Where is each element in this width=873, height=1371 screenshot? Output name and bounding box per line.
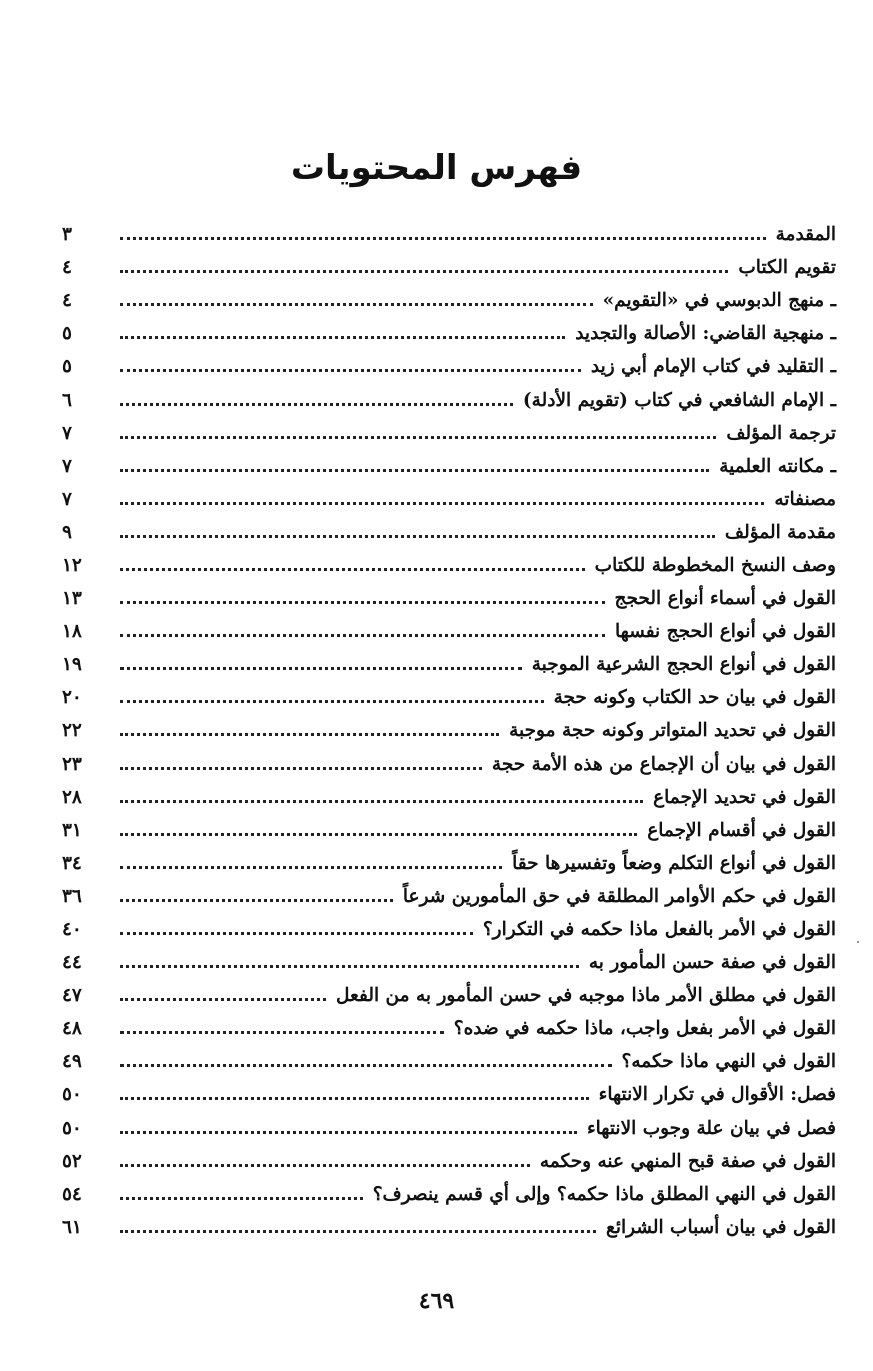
toc-entry-title: القول في صفة حسن المأمور به [579,952,836,973]
toc-entry [62,218,836,251]
dot-leader [120,667,522,670]
toc-entry-title: القول في أنواع الحجج نفسها [605,621,836,642]
toc-entry-title: القول في بيان أن الإجماع من هذه الأمة حجة [482,754,836,775]
dot-leader [120,1230,596,1233]
toc-entry-title: ـ منهج الدبوسي في «التقويم» [593,290,836,311]
toc-entry-page: ٥٤ [62,1183,82,1205]
toc-entry-title: القول في النهي المطلق ماذا حكمه؟ وإلى أي قسم ينصرف؟ [363,1184,836,1205]
dot-leader [120,1197,363,1200]
toc-entry [62,1112,836,1145]
dot-leader [120,403,513,406]
toc-entry-page: ٤٠ [62,919,82,941]
toc-entry [62,781,836,814]
toc-entry-title: القول في بيان حد الكتاب وكونه حجة [544,687,836,708]
toc-entry-title: القول في أنواع الحجج الشرعية الموجبة [522,654,836,675]
toc-entry-page: ٣٤ [62,852,82,874]
dot-leader [120,502,764,505]
dot-leader [120,634,605,637]
toc-entry-page: ٥ [62,323,72,345]
toc-entry-page: ٦١ [62,1216,82,1238]
toc-entry-title: ترجمة المؤلف [716,423,836,444]
dot-leader [120,436,716,439]
toc-entry-page: ٥٢ [62,1150,82,1172]
toc-entry-title: وصف النسخ المخطوطة للكتاب [585,555,836,576]
toc-entry [62,516,836,549]
dot-leader [120,1064,612,1067]
toc-entry [62,748,836,781]
toc-entry-title: القول في مطلق الأمر ماذا موجبه في حسن المأمور به من الفعل [326,985,836,1006]
dot-leader [120,965,579,968]
toc-entry [62,417,836,450]
dot-leader [120,866,502,869]
toc-entry-title: القول في تحديد المتواتر وكونه حجة موجبة [499,720,836,741]
scan-speck [857,941,859,943]
toc-entry-page: ٢٣ [62,753,82,775]
toc-entry-page: ٤ [62,257,72,279]
toc-entry [62,814,836,847]
dot-leader [120,899,393,902]
toc-entry-page: ٦ [62,389,72,411]
toc-entry [62,383,836,416]
dot-leader [120,767,482,770]
toc-entry-title: القول في بيان أسباب الشرائع [596,1217,836,1238]
dot-leader [120,1097,589,1100]
toc-entry [62,450,836,483]
toc-entry-title: المقدمة [766,224,836,245]
toc-entry-page: ٣ [62,224,72,246]
dot-leader [120,270,728,273]
toc-entry-title: القول في أنواع التكلم وضعاً وتفسيرها حقاً [502,853,836,874]
toc-entry [62,946,836,979]
toc-entry-page: ٩ [62,521,72,543]
toc-entry-page: ٥٠ [62,1117,82,1139]
dot-leader [120,800,643,803]
toc-entry-title: تقويم الكتاب [728,257,836,278]
toc-entry [62,979,836,1012]
dot-leader [120,833,637,836]
toc-entry-title: القول في صفة قبح المنهي عنه وحكمه [530,1151,836,1172]
toc-entry [62,251,836,284]
dot-leader [120,369,581,372]
toc-entry-page: ٤٩ [62,1051,82,1073]
toc-entry [62,1012,836,1045]
dot-leader [120,601,605,604]
toc-entry-page: ١٢ [62,554,82,576]
page-number: ٤٦٩ [418,1288,455,1314]
toc-entry-page: ٢٨ [62,786,82,808]
toc-entry [62,847,836,880]
toc-entry-title: فصل في بيان علة وجوب الانتهاء [577,1118,836,1139]
toc-entry-title: القول في حكم الأوامر المطلقة في حق المأمورين شرعاً [393,886,836,907]
toc-entry-page: ٧ [62,422,72,444]
toc-entry [62,483,836,516]
toc-entry [62,1045,836,1078]
toc-entry [62,615,836,648]
toc-entry-page: ١٨ [62,621,82,643]
toc-entry [62,549,836,582]
toc-entry-page: ٤٨ [62,1018,82,1040]
toc-entry-title: ـ مكانته العلمية [709,456,836,477]
toc-entry [62,1211,836,1244]
toc-entry-title: مصنفاته [764,489,836,510]
toc-entry-title: ـ التقليد في كتاب الإمام أبي زيد [581,356,836,377]
dot-leader [120,733,499,736]
toc-entry [62,648,836,681]
toc-entry [62,880,836,913]
toc-entry-page: ٣٦ [62,885,82,907]
toc-entry [62,714,836,747]
toc-entry [62,582,836,615]
toc-entry [62,317,836,350]
toc-entry-title: ـ منهجية القاضي: الأصالة والتجديد [565,323,836,344]
dot-leader [120,700,544,703]
toc-entry-page: ٥٠ [62,1084,82,1106]
toc-entry-title: ـ الإمام الشافعي في كتاب (تقويم الأدلة) [513,390,836,411]
dot-leader [120,998,326,1001]
dot-leader [120,535,715,538]
toc-entry-page: ٣١ [62,819,82,841]
dot-leader [120,1131,577,1134]
toc-entry-page: ٤ [62,290,72,312]
toc-entry-page: ٧ [62,488,72,510]
toc-entry-title: القول في الأمر بالفعل ماذا حكمه في التكرار؟ [473,919,836,940]
toc-entry-title: مقدمة المؤلف [715,522,836,543]
toc-entry-page: ٢٢ [62,720,82,742]
toc-entry-title: القول في أقسام الإجماع [637,820,836,841]
page-title: فهرس المحتويات [290,148,583,188]
toc-entry [62,1078,836,1111]
toc-entry-title: القول في أسماء أنواع الحجج [605,588,836,609]
dot-leader [120,237,766,240]
toc-entry-page: ٥ [62,356,72,378]
toc-entry-title: فصل: الأقوال في تكرار الانتهاء [589,1084,836,1105]
toc-entry [62,1178,836,1211]
toc-entry [62,284,836,317]
dot-leader [120,336,565,339]
dot-leader [120,303,593,306]
dot-leader [120,1031,444,1034]
toc-entry-page: ٧ [62,455,72,477]
toc-entry-title: القول في النهي ماذا حكمه؟ [612,1051,836,1072]
toc-entry [62,350,836,383]
toc-entry-page: ٢٠ [62,687,82,709]
toc-entry-page: ١٣ [62,588,82,610]
dot-leader [120,568,585,571]
toc-entry-page: ١٩ [62,654,82,676]
toc-entry [62,1145,836,1178]
toc-entry [62,681,836,714]
dot-leader [120,1164,530,1167]
dot-leader [120,469,709,472]
table-of-contents [62,218,836,1244]
toc-entry-title: القول في تحديد الإجماع [643,787,836,808]
dot-leader [120,932,473,935]
toc-entry-page: ٤٧ [62,985,82,1007]
toc-entry-page: ٤٤ [62,952,82,974]
toc-entry-title: القول في الأمر بفعل واجب، ماذا حكمه في ضده؟ [444,1018,836,1039]
toc-entry [62,913,836,946]
